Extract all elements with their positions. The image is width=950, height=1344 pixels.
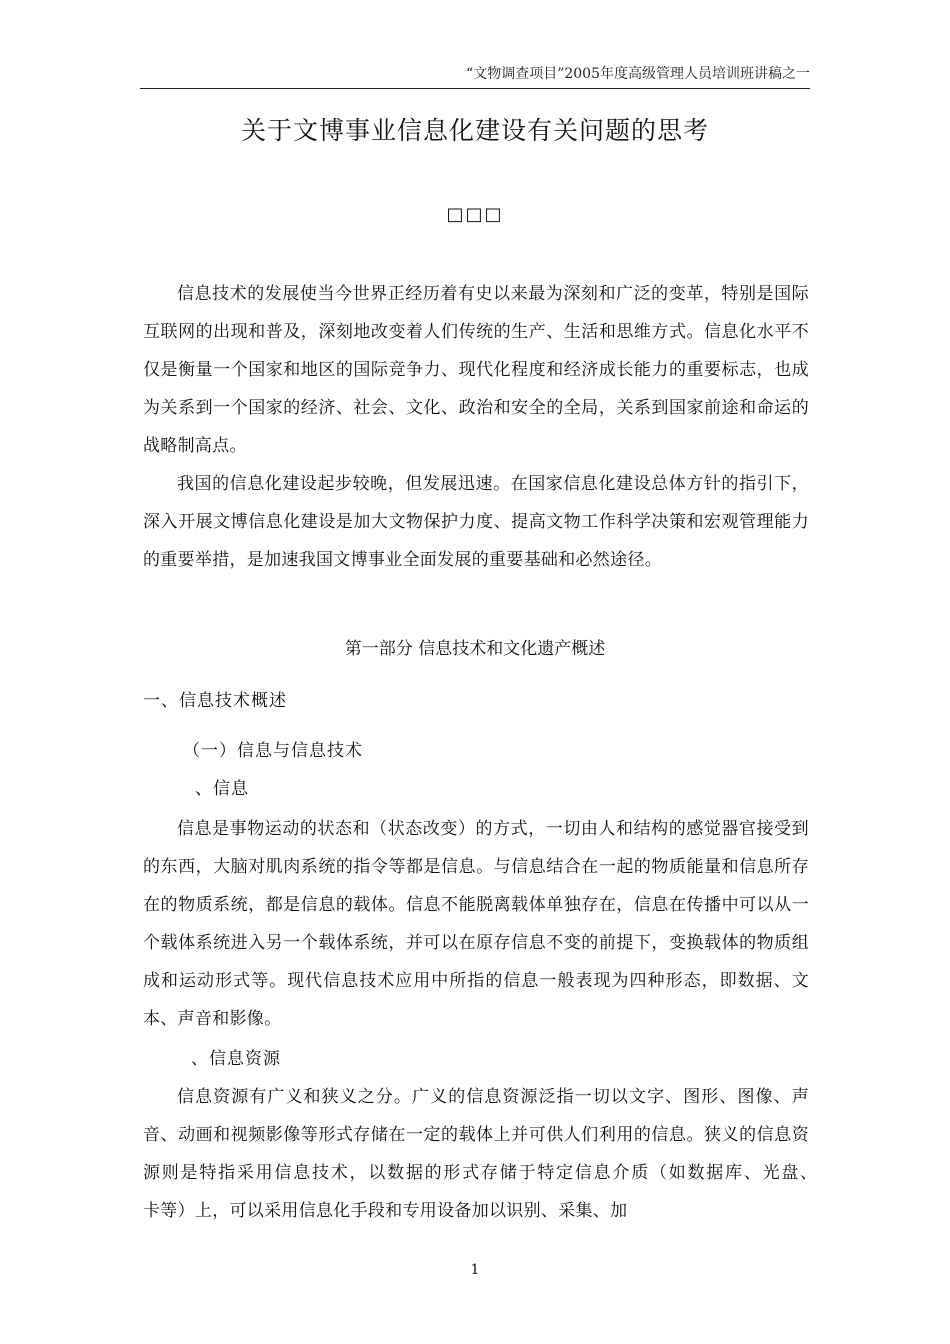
- header-rule: [140, 88, 810, 89]
- info-resources-paragraph: 信息资源有广义和狭义之分。广义的信息资源泛指一切以文字、图形、图像、声音、动画和视频影像等形式存储在一定的载体上并可供人们利用的信息。狭义的信息资源则是特指采用信息技术，以数据的形式存储于特定信息介质（如数据库、光盘、 卡等）上，可以采用信息化手段和专用设备加以识别、采集、加: [143, 1087, 844, 1221]
- part-title: 第一部分 信息技术和文化遗产概述: [344, 639, 606, 659]
- item-info-resources-section: [143, 1078, 844, 1230]
- document-title: 关于文博事业信息化建设有关问题的思考: [240, 116, 709, 145]
- item-info-section: [143, 810, 809, 1038]
- subsection-heading: （一）信息与信息技术: [183, 741, 363, 761]
- item-heading-info-resources: 、信息资源: [191, 1049, 281, 1069]
- item-heading-info: 、信息: [195, 779, 249, 799]
- section-heading: 一、信息技术概述: [143, 691, 287, 711]
- intro-paragraph-1: 信息技术的发展使当今世界正经历着有史以来最为深刻和广泛的变革，特别是国际互联网的出现和普及，深刻地改变着人们传统的生产、生活和思维方式。信息化水平不仅是衡量一个国家和地区的国际竞争力、现代化程度和经济成长能力的重要标志，也成为关系到一个国家的经济、社会、文化、政治和安全的全局，关系到国家前途和命运的战略制高点。: [143, 284, 809, 456]
- info-paragraph: 信息是事物运动的状态和（状态改变）的方式，一切由人和结构的感觉器官接受到的东西，大脑对肌肉系统的指令等都是信息。与信息结合在一起的物质能量和信息所存在的物质系统，都是信息的载体。信息不能脱离载体单独存在，信息在传播中可以从一个载体系统进入另一个载体系统，并可以在原存信息不变的前提下，变换载体的物质组成和运动形式等。现代信息技术应用中所指的信息一般表现为四种形态，即数据、文本、声音和影像。: [143, 819, 809, 1029]
- author-name: □□□: [446, 204, 504, 225]
- intro-section: [143, 275, 809, 579]
- running-header: “文物调查项目”2005年度高级管理人员培训班讲稿之一: [466, 66, 810, 82]
- intro-paragraph-2: 我国的信息化建设起步较晚，但发展迅速。在国家信息化建设总体方针的指引下，深入开展文博信息化建设是加大文物保护力度、提高文物工作科学决策和宏观管理能力的重要举措，是加速我国文博事业全面发展的重要基础和必然途径。: [143, 474, 809, 570]
- page-number: 1: [470, 1262, 480, 1278]
